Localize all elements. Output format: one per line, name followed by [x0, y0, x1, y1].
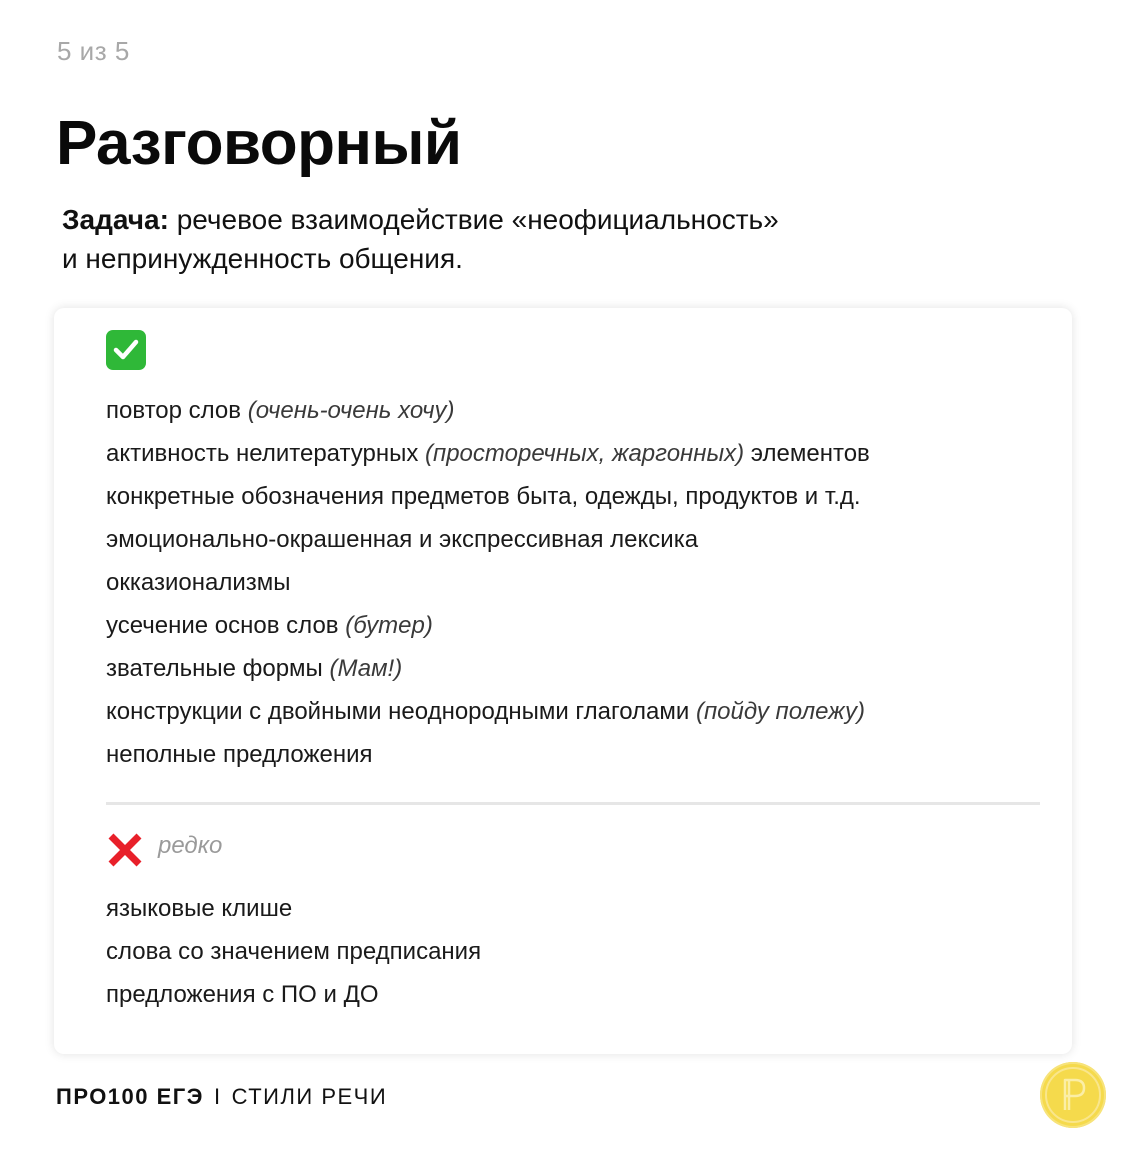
- footer-section: СТИЛИ РЕЧИ: [231, 1084, 388, 1109]
- rare-label: редко: [158, 832, 223, 859]
- list-item: слова со значением предписания: [106, 938, 482, 965]
- list-item: окказионализмы: [106, 569, 291, 596]
- footer: [56, 1084, 387, 1110]
- list-item: усечение основ слов (бутер): [106, 612, 433, 639]
- footer-brand: ПРО100 ЕГЭ: [56, 1084, 204, 1109]
- list-item: конструкции с двойными неоднородными глаголами (пойду полежу): [106, 698, 865, 725]
- list-item: неполные предложения: [106, 741, 373, 768]
- features-card: [54, 308, 1072, 1054]
- typical-features-list: [106, 389, 870, 776]
- list-item: активность нелитературных (просторечных, жаргонных) элементов: [106, 440, 870, 467]
- task-label: Задача:: [62, 204, 169, 235]
- list-item: языковые клише: [106, 895, 293, 922]
- list-item: повтор слов (очень-очень хочу): [106, 397, 455, 424]
- task-description: [62, 200, 922, 278]
- task-line-2: и непринужденность общения.: [62, 243, 463, 274]
- list-item: эмоционально-окрашенная и экспрессивная лексика: [106, 526, 699, 553]
- cross-mark-icon: [106, 831, 144, 869]
- check-mark-icon: [106, 330, 146, 370]
- brand-logo-icon: [1040, 1062, 1106, 1128]
- list-item: предложения с ПО и ДО: [106, 981, 379, 1008]
- page-title: Разговорный: [56, 109, 462, 178]
- list-item: конкретные обозначения предметов быта, одежды, продуктов и т.д.: [106, 483, 861, 510]
- section-divider: [106, 802, 1040, 805]
- footer-separator: I: [213, 1084, 222, 1109]
- task-line-1: речевое взаимодействие «неофициальность»: [168, 204, 779, 235]
- page-counter: 5 из 5: [57, 36, 130, 66]
- list-item: звательные формы (Мам!): [106, 655, 403, 682]
- rare-features-list: [106, 887, 481, 1016]
